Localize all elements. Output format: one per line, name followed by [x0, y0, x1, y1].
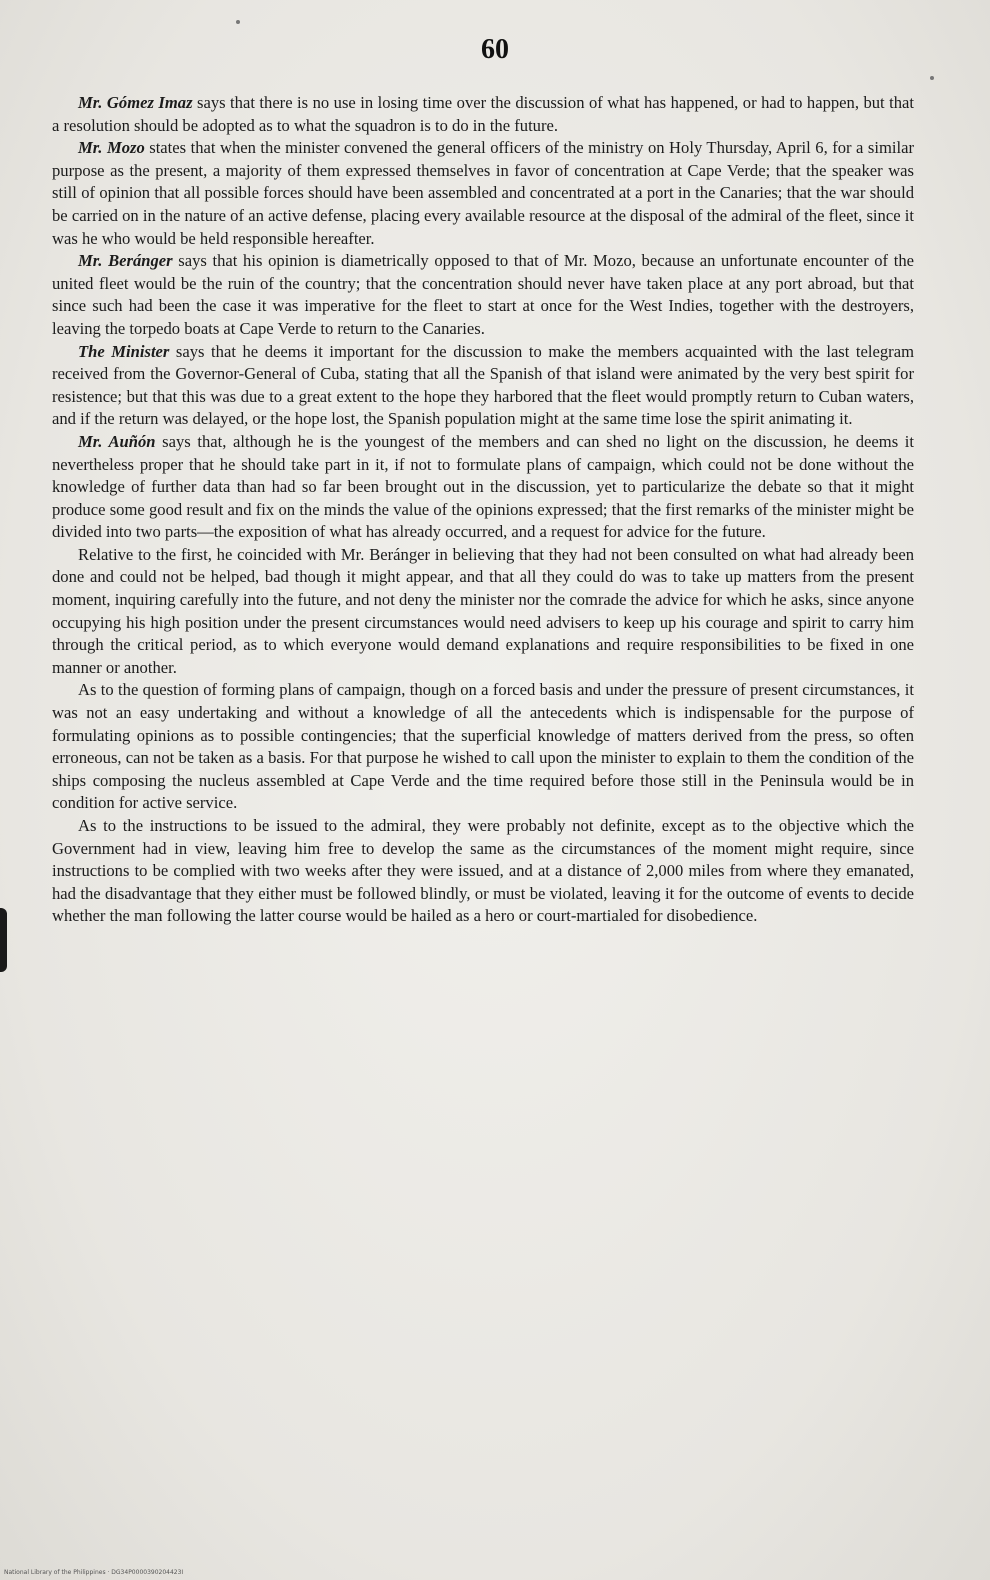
- paragraph-text: says that there is no use in losing time over the discussion of what has happened, or had to happen, but that a resolution should be adopted as to what the squadron is to do in the future.: [52, 93, 915, 135]
- paragraph-text: Relative to the first, he coincided with Mr. Beránger in believing that they had not been consulted on what had already been done and could not be helped, bad though it might appear, and that all they could do was to take up matters from the present moment, inquiring carefully into the future, and not deny the minister nor the comrade the advice for which he asks, since anyone occupying his high position under the present circumstances would need advisers to keep up his courage and spirit to carry him through the critical period, as to which everyone would demand explanations and require responsibilities to be fixed in one manner or another.: [52, 544, 914, 677]
- paragraph: [52, 544, 914, 680]
- speaker-name: Mr. Gómez Imaz: [78, 93, 193, 112]
- paragraph-text: says that he deems it important for the discussion to make the members acquainted with the last telegram received from the Governor-General of Cuba, stating that all the Spanish of that island were animated by the very best spirit for resistence; but that this was due to a great extent to the hope they harbored that the fleet would promptly return to Cuban waters, and if the return was delayed, or the hope lost, the Spanish population might at the same time lose the spirit animating it.: [52, 341, 914, 429]
- paragraph-text: states that when the minister convened the general officers of the ministry on Holy Thursday, April 6, for a similar purpose as the present, a majority of them expressed themselves in favor of concentration at Cape Verde; that the speaker was still of opinion that all possible forces should have been assembled and concentrated at a port in the Canaries; that the war should be carried on in the nature of an active defense, placing every available resource at the disposal of the admiral of the fleet, since it was he who would be held responsible hereafter.: [52, 138, 914, 248]
- scan-footer: National Library of the Philippines · DG34P0000390204423I: [4, 1569, 184, 1576]
- scan-speck: [236, 20, 240, 24]
- paragraph: [52, 137, 914, 250]
- paragraph: [52, 341, 914, 431]
- paragraph: [52, 815, 914, 928]
- paragraph-text: As to the instructions to be issued to the admiral, they were probably not definite, except as to the objective which the Government had in view, leaving him free to develop the same as the circumstances of the moment might require, since instructions to be complied with two weeks after they were issued, and at a distance of 2,000 miles from where they emanated, had the disadvantage that they either must be followed blindly, or must be violated, leaving it for the outcome of events to decide whether the man following the latter course would be hailed as a hero or court-martialed for disobedience.: [52, 816, 914, 926]
- page-number: 60: [481, 34, 509, 65]
- scan-speck: [930, 76, 934, 80]
- binding-shadow: [0, 908, 7, 972]
- speaker-name: Mr. Auñón: [78, 431, 156, 451]
- paragraph-text: As to the question of forming plans of campaign, though on a forced basis and under the pressure of present circumstances, it was not an easy undertaking and without a knowledge of all the antecedents which is indispensable for the purpose of formulating opinions as to possible contingencies; that the superficial knowledge of matters derived from the press, so often erroneous, can not be taken as a basis. For that purpose he wished to call upon the minister to explain to them the condition of the ships composing the nucleus assembled at Cape Verde and the time required before those still in the Peninsula would be in condition for active service.: [52, 680, 914, 813]
- speaker-name: Mr. Mozo: [78, 138, 145, 158]
- speaker-name: The Minister: [78, 341, 170, 361]
- paragraph-text: says that, although he is the youngest of the members and can shed no light on the discussion, he deems it nevertheless proper that he should take part in it, if not to formulate plans of campaign, which could not be done without the knowledge of further data than had so far been brought out in the discussion, yet to particularize the debate so that it might produce some good result and fix on the minds the value of the opinions expressed; that the first remarks of the minister might be divided into two parts—the exposition of what has already occurred, and a request for advice for the future.: [52, 431, 914, 542]
- paragraph-text: says that his opinion is diametrically opposed to that of Mr. Mozo, because an unfortunate encounter of the united fleet would be the ruin of the country; that the concentration should never have taken place at any port abroad, but that since such had been the case it was imperative for the fleet to start at once for the West Indies, together with the destroyers, leaving the torpedo boats at Cape Verde to return to the Canaries.: [52, 251, 914, 338]
- document-body: [52, 92, 914, 928]
- speaker-name: Mr. Beránger: [78, 251, 173, 271]
- paragraph: [52, 431, 914, 544]
- paragraph: [52, 679, 914, 815]
- paragraph: [52, 250, 914, 340]
- paragraph: [52, 92, 914, 137]
